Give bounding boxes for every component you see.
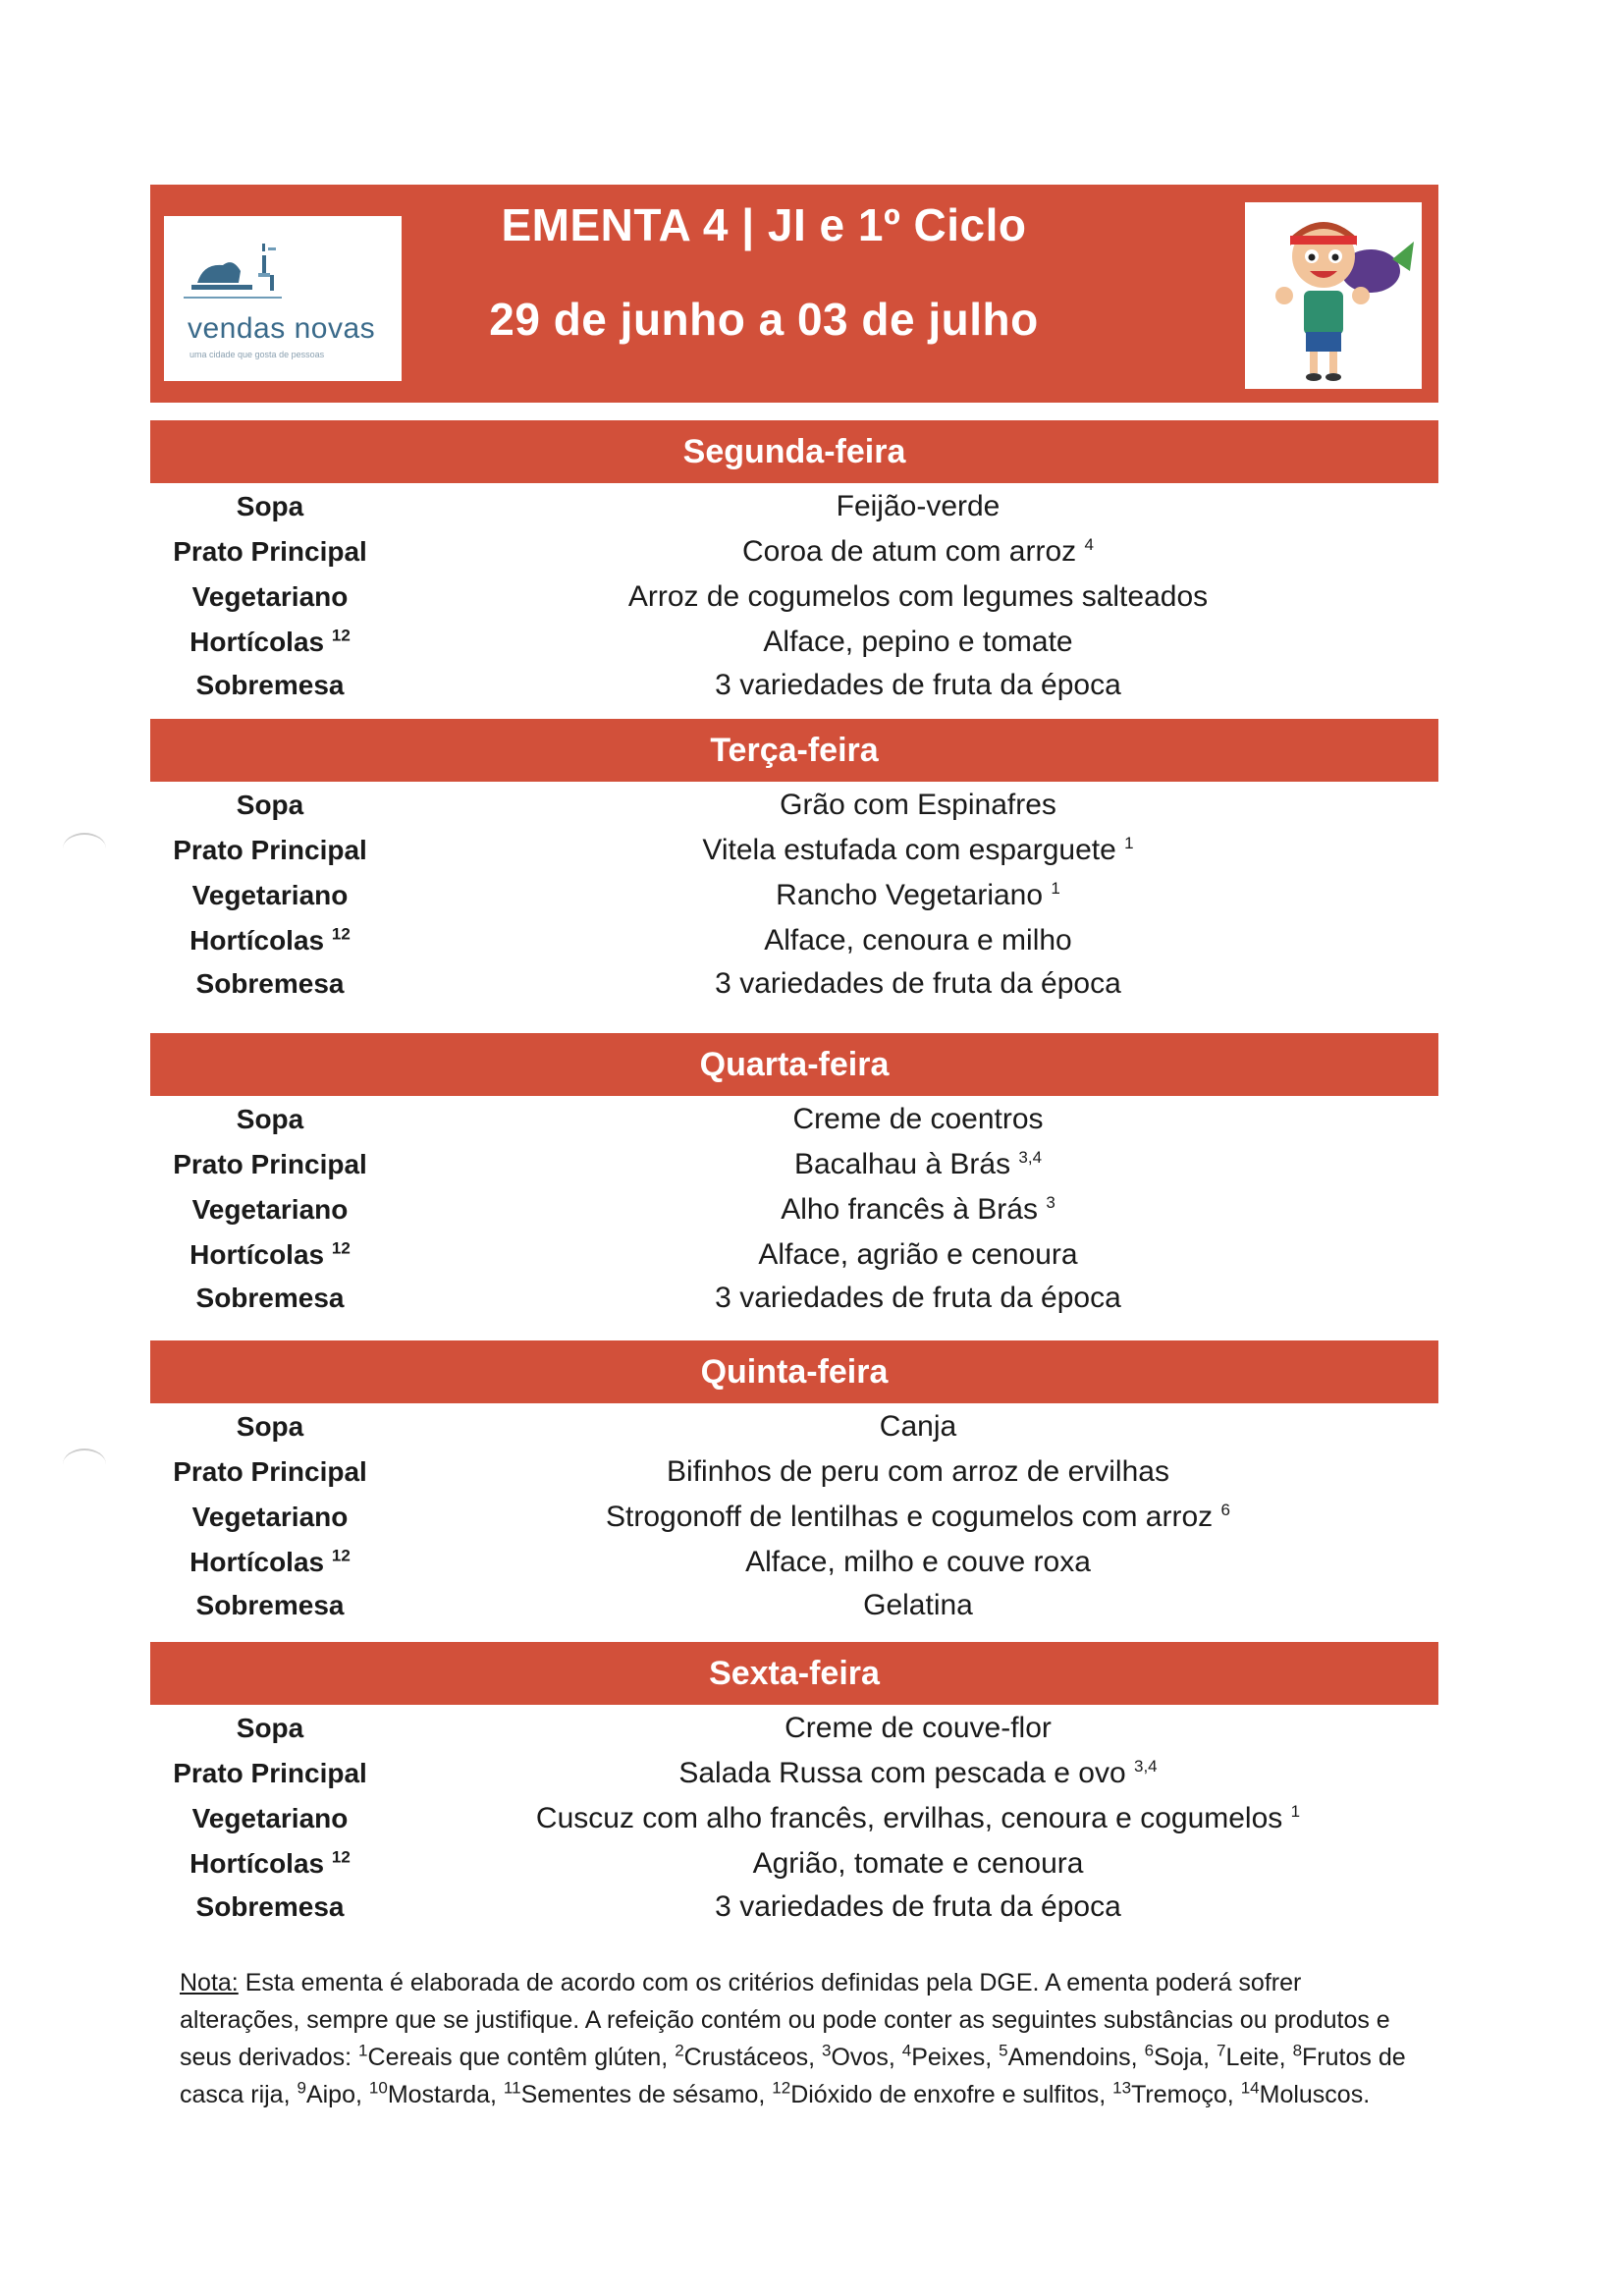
allergen-superscript: 1 (1124, 834, 1134, 852)
dessert-value (511, 1887, 1325, 1927)
allergen-number: 4 (901, 2041, 912, 2060)
vegetarian-label-text: Vegetariano (191, 1803, 349, 1833)
soup-value (511, 487, 1325, 526)
horticulture-value (511, 1844, 1325, 1884)
vegetarian-label (147, 876, 393, 915)
menu-row (0, 876, 1623, 915)
vegetarian-label (147, 1498, 393, 1537)
dessert-value-text: 3 variedades de fruta da época (715, 669, 1121, 701)
menu-row (0, 1145, 1623, 1184)
allergen-superscript: 12 (331, 1546, 351, 1565)
dessert-label-text: Sobremesa (195, 1283, 345, 1313)
main-dish-value (511, 532, 1325, 572)
main-dish-label-text: Prato Principal (173, 835, 367, 865)
logo-icon (164, 216, 402, 314)
allergen-name: Leite, (1225, 2044, 1293, 2071)
menu-row (0, 1709, 1623, 1748)
day-header: Segunda-feira (150, 420, 1438, 483)
vegetarian-label (147, 577, 393, 617)
allergen-number: 7 (1216, 2041, 1226, 2060)
dessert-value (511, 964, 1325, 1004)
dessert-label-text: Sobremesa (195, 968, 345, 999)
dessert-label (147, 964, 393, 1004)
vegetarian-value (511, 876, 1325, 915)
vegetarian-value (511, 1799, 1325, 1838)
horticulture-label (147, 921, 393, 960)
allergen-name: Ovos, (831, 2044, 902, 2071)
soup-label-text: Sopa (236, 1104, 304, 1134)
dessert-value (511, 666, 1325, 705)
note-text: Esta ementa é elaborada de acordo com os critérios definidas pela DGE. A ementa poderá sofrer alterações, sempre que se justifique. A refeição contém ou pode conter as seguintes substâncias ou produtos e seus derivados: (180, 1969, 1390, 2071)
allergen-list (180, 2041, 1406, 2108)
menu-row (0, 1586, 1623, 1625)
soup-value-text: Creme de coentros (792, 1103, 1044, 1135)
soup-value (511, 1407, 1325, 1447)
menu-row (0, 623, 1623, 662)
dessert-value-text: 3 variedades de fruta da época (715, 967, 1121, 1000)
soup-label (147, 1100, 393, 1139)
allergen-name: Cereais que contêm glúten, (367, 2044, 676, 2071)
day-header: Terça-feira (150, 719, 1438, 782)
horticulture-label-text: Hortícolas (189, 925, 325, 956)
vegetarian-value-text: Arroz de cogumelos com legumes salteados (627, 580, 1209, 613)
allergen-number: 3 (822, 2041, 832, 2060)
allergen-superscript: 1 (1051, 879, 1060, 898)
soup-label-text: Sopa (236, 790, 304, 820)
soup-label-text: Sopa (236, 491, 304, 521)
menu-row (0, 921, 1623, 960)
main-dish-label (147, 1754, 393, 1793)
allergen-superscript: 12 (331, 1847, 351, 1867)
soup-label-text: Sopa (236, 1713, 304, 1743)
main-dish-value-text: Bifinhos de peru com arroz de ervilhas (667, 1455, 1169, 1488)
soup-value-text: Feijão-verde (836, 490, 1001, 522)
soup-label (147, 1709, 393, 1748)
dessert-label (147, 666, 393, 705)
menu-row (0, 1498, 1623, 1537)
horticulture-value-text: Alface, pepino e tomate (763, 626, 1073, 658)
day-header: Sexta-feira (150, 1642, 1438, 1705)
main-dish-label-text: Prato Principal (173, 536, 367, 567)
vegetarian-label-text: Vegetariano (191, 1194, 349, 1225)
allergen-number: 14 (1240, 2078, 1260, 2098)
menu-row (0, 1279, 1623, 1318)
main-dish-value (511, 1754, 1325, 1793)
soup-label (147, 786, 393, 825)
allergen-superscript: 12 (331, 924, 351, 944)
allergen-superscript: 12 (331, 626, 351, 645)
allergen-superscript: 12 (331, 1238, 351, 1258)
dessert-label-text: Sobremesa (195, 670, 345, 700)
menu-row (0, 487, 1623, 526)
vegetarian-label (147, 1190, 393, 1230)
menu-row (0, 666, 1623, 705)
dessert-label (147, 1279, 393, 1318)
horticulture-label-text: Hortícolas (189, 1239, 325, 1270)
allergen-name: Crustáceos, (683, 2044, 823, 2071)
menu-row (0, 577, 1623, 617)
soup-value-text: Canja (879, 1410, 957, 1443)
vegetarian-label (147, 1799, 393, 1838)
horticulture-value-text: Alface, cenoura e milho (764, 924, 1072, 957)
dessert-value-text: Gelatina (863, 1589, 973, 1621)
dessert-label (147, 1887, 393, 1927)
dessert-value-text: 3 variedades de fruta da época (715, 1890, 1121, 1923)
main-dish-label-text: Prato Principal (173, 1149, 367, 1179)
main-dish-value-text: Vitela estufada com esparguete (702, 834, 1116, 866)
dessert-value (511, 1586, 1325, 1625)
main-dish-value-text: Salada Russa com pescada e ovo (678, 1757, 1126, 1789)
horticulture-value-text: Alface, milho e couve roxa (745, 1546, 1091, 1578)
menu-row (0, 964, 1623, 1004)
vegetarian-value-text: Cuscuz com alho francês, ervilhas, cenoura e cogumelos (535, 1802, 1283, 1834)
allergen-number: 11 (503, 2078, 521, 2098)
horticulture-label-text: Hortícolas (189, 1848, 325, 1879)
soup-value (511, 786, 1325, 825)
menu-row (0, 1452, 1623, 1492)
allergen-note (180, 1964, 1427, 2113)
vegetarian-value (511, 1498, 1325, 1537)
main-dish-label (147, 1145, 393, 1184)
vendas-novas-logo (164, 216, 402, 381)
main-dish-value (511, 831, 1325, 870)
menu-title: EMENTA 4 | JI e 1º Ciclo (501, 199, 1027, 250)
soup-value-text: Grão com Espinafres (780, 789, 1056, 821)
menu-row (0, 1407, 1623, 1447)
horticulture-label-text: Hortícolas (189, 627, 325, 657)
main-dish-label (147, 831, 393, 870)
main-dish-value-text: Coroa de atum com arroz (742, 535, 1077, 568)
allergen-name: Mostarda, (387, 2081, 504, 2108)
allergen-name: Amendoins, (1007, 2044, 1145, 2071)
main-dish-value (511, 1452, 1325, 1492)
vegetarian-value-text: Strogonoff de lentilhas e cogumelos com arroz (606, 1501, 1214, 1533)
horticulture-label (147, 1543, 393, 1582)
horticulture-label (147, 623, 393, 662)
allergen-name: Moluscos. (1259, 2081, 1371, 2108)
menu-row (0, 1235, 1623, 1275)
allergen-superscript: 3,4 (1133, 1757, 1158, 1776)
dessert-label-text: Sobremesa (195, 1590, 345, 1620)
note-label: Nota: (180, 1969, 239, 1996)
soup-label (147, 1407, 393, 1447)
allergen-name: Frutos de casca rija, (180, 2044, 1406, 2108)
soup-label-text: Sopa (236, 1411, 304, 1442)
allergen-number: 9 (297, 2078, 306, 2098)
menu-row (0, 1844, 1623, 1884)
dessert-value (511, 1279, 1325, 1318)
horticulture-value (511, 1235, 1325, 1275)
day-header: Quinta-feira (150, 1340, 1438, 1403)
vegetarian-value-text: Rancho Vegetariano (776, 879, 1044, 911)
main-dish-label-text: Prato Principal (173, 1758, 367, 1788)
logo-brand-text: vendas novas (188, 312, 376, 345)
allergen-number: 8 (1292, 2041, 1303, 2060)
horticulture-label (147, 1235, 393, 1275)
menu-row (0, 532, 1623, 572)
vegetarian-value (511, 1190, 1325, 1230)
allergen-name: Tremoço, (1131, 2081, 1241, 2108)
allergen-name: Aipo, (305, 2081, 369, 2108)
menu-row (0, 1754, 1623, 1793)
menu-header (150, 185, 1438, 403)
horticulture-value (511, 1543, 1325, 1582)
allergen-number: 1 (358, 2041, 368, 2060)
menu-date-range: 29 de junho a 03 de julho (489, 294, 1039, 345)
vegetarian-label-text: Vegetariano (191, 1502, 349, 1532)
allergen-number: 10 (368, 2078, 388, 2098)
allergen-superscript: 4 (1084, 535, 1094, 554)
menu-row (0, 1100, 1623, 1139)
soup-value-text: Creme de couve-flor (784, 1712, 1052, 1744)
soup-value (511, 1709, 1325, 1748)
dessert-label (147, 1586, 393, 1625)
allergen-name: Peixes, (911, 2044, 1000, 2071)
menu-row (0, 1799, 1623, 1838)
allergen-number: 6 (1144, 2041, 1155, 2060)
day-header: Quarta-feira (150, 1033, 1438, 1096)
allergen-name: Dióxido de enxofre e sulfitos, (790, 2081, 1113, 2108)
horticulture-value (511, 623, 1325, 662)
main-dish-label-text: Prato Principal (173, 1456, 367, 1487)
allergen-number: 2 (675, 2041, 684, 2060)
main-dish-value-text: Bacalhau à Brás (793, 1148, 1011, 1180)
horticulture-label-text: Hortícolas (189, 1547, 325, 1577)
dessert-value-text: 3 variedades de fruta da época (715, 1282, 1121, 1314)
horticulture-label (147, 1844, 393, 1884)
allergen-superscript: 3 (1046, 1193, 1055, 1212)
menu-row (0, 1543, 1623, 1582)
mascot-illustration (1245, 202, 1422, 389)
vegetarian-value-text: Alho francês à Brás (781, 1193, 1038, 1226)
allergen-superscript: 3,4 (1018, 1148, 1043, 1167)
allergen-number: 5 (999, 2041, 1008, 2060)
vegetarian-label-text: Vegetariano (191, 880, 349, 910)
vegetarian-value (511, 577, 1325, 617)
main-dish-label (147, 532, 393, 572)
soup-label (147, 487, 393, 526)
child-mascot-icon (1245, 202, 1422, 389)
menu-row (0, 1190, 1623, 1230)
main-dish-value (511, 1145, 1325, 1184)
menu-row (0, 786, 1623, 825)
allergen-superscript: 6 (1220, 1501, 1230, 1519)
horticulture-value-text: Agrião, tomate e cenoura (752, 1847, 1084, 1880)
allergen-number: 12 (772, 2078, 791, 2098)
soup-value (511, 1100, 1325, 1139)
dessert-label-text: Sobremesa (195, 1891, 345, 1922)
main-dish-label (147, 1452, 393, 1492)
allergen-name: Soja, (1154, 2044, 1217, 2071)
horticulture-value (511, 921, 1325, 960)
menu-row (0, 831, 1623, 870)
vegetarian-label-text: Vegetariano (191, 581, 349, 612)
menu-row (0, 1887, 1623, 1927)
allergen-superscript: 1 (1290, 1802, 1301, 1821)
horticulture-value-text: Alface, agrião e cenoura (758, 1238, 1078, 1271)
allergen-number: 13 (1112, 2078, 1132, 2098)
allergen-name: Sementes de sésamo, (520, 2081, 773, 2108)
logo-tagline: uma cidade que gosta de pessoas (189, 350, 325, 359)
